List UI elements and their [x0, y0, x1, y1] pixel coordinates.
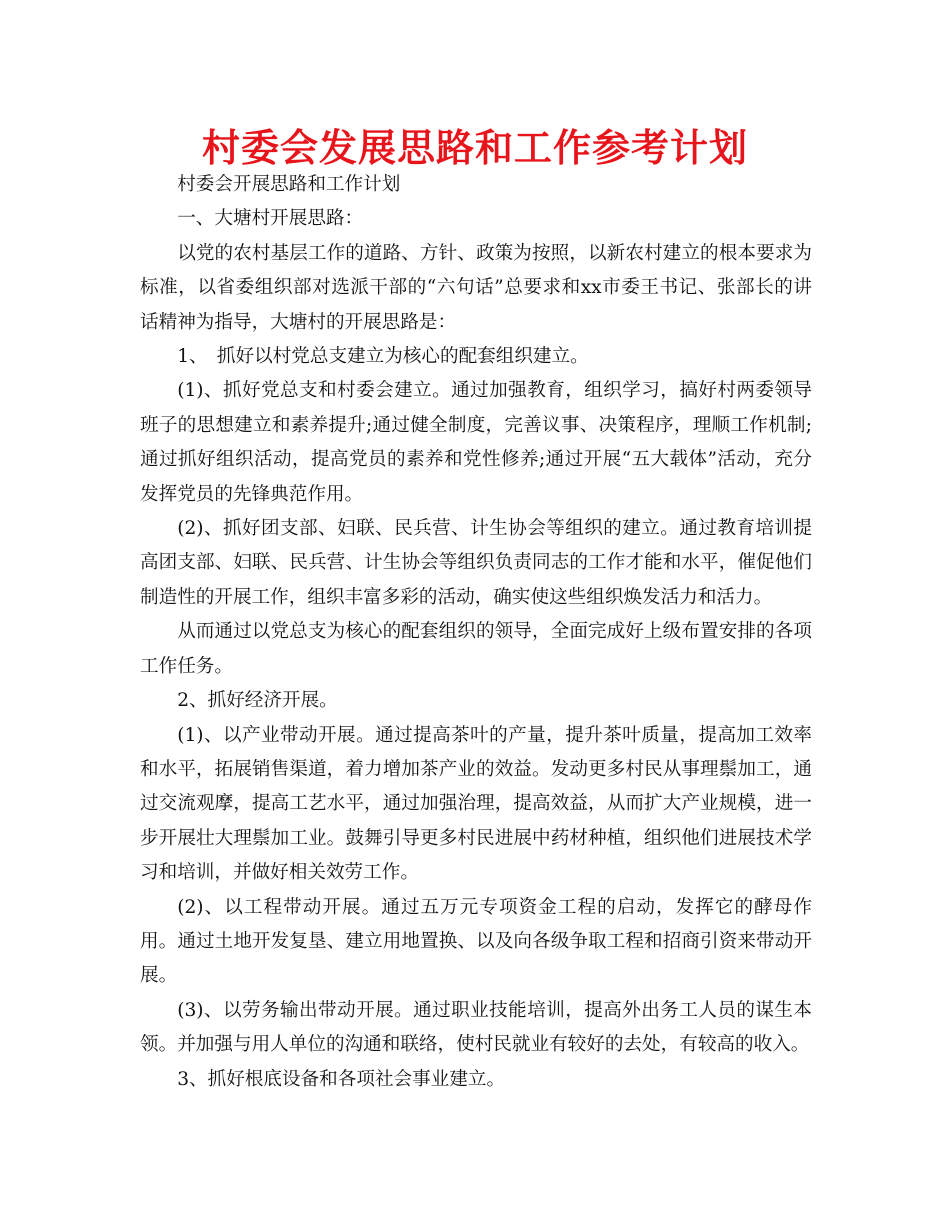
document-title: 村委会发展思路和工作参考计划	[201, 126, 748, 170]
paragraph: (1)、抓好党总支和村委会建立。通过加强教育，组织学习，搞好村两委领导班子的思想建立和素养提升;通过健全制度，完善议事、决策程序，理顺工作机制;通过抓好组织活动，提高党员的素养和党性修养;通过开展“五大载体”活动，充分发挥党员的先锋典范作用。	[140, 380, 812, 505]
paragraph-item-heading-2: 2、抓好经济开展。	[177, 690, 338, 712]
paragraph-subtitle: 村委会开展思路和工作计划	[177, 174, 401, 195]
paragraph-section-heading-1: 一、大塘村开展思路：	[177, 208, 364, 230]
paragraph-item-heading-3: 3、抓好根底设备和各项社会事业建立。	[177, 1068, 506, 1090]
paragraph: 从而通过以党总支为核心的配套组织的领导，全面完成好上级布置安排的各项工作任务。	[140, 621, 812, 677]
paragraph-item-heading-1: 1、 抓好以村党总支建立为核心的配套组织建立。	[177, 346, 589, 368]
paragraph: (2)、以工程带动开展。通过五万元专项资金工程的启动，发挥它的酵母作用。通过土地开发复垦、建立用地置换、以及向各级争取工程和招商引资来带动开展。	[140, 896, 812, 987]
document-body	[140, 168, 812, 1097]
paragraph: (3)、以劳务输出带动开展。通过职业技能培训，提高外出务工人员的谋生本领。并加强与用人单位的沟通和联络，使村民就业有较好的去处，有较高的收入。	[140, 999, 812, 1056]
paragraph: (1)、以产业带动开展。通过提高茶叶的产量，提升茶叶质量，提高加工效率和水平，拓展销售渠道，着力增加茶产业的效益。发动更多村民从事理鬃加工，通过交流观摩，提高工艺水平，通过加强治理，提高效益，从而扩大产业规模，进一步开展壮大理鬃加工业。鼓舞引导更多村民进展中药材种植，组织他们进展技术学习和培训，并做好相关效劳工作。	[140, 724, 812, 884]
paragraph: 以党的农村基层工作的道路、方针、政策为按照，以新农村建立的根本要求为标准，以省委组织部对选派干部的“六句话”总要求和xx市委王书记、张部长的讲话精神为指导，大塘村的开展思路是：	[140, 242, 812, 333]
paragraph: (2)、抓好团支部、妇联、民兵营、计生协会等组织的建立。通过教育培训提高团支部、妇联、民兵营、计生协会等组织负责同志的工作才能和水平，催促他们制造性的开展工作，组织丰富多彩的活动，确实使这些组织焕发活力和活力。	[140, 518, 812, 608]
